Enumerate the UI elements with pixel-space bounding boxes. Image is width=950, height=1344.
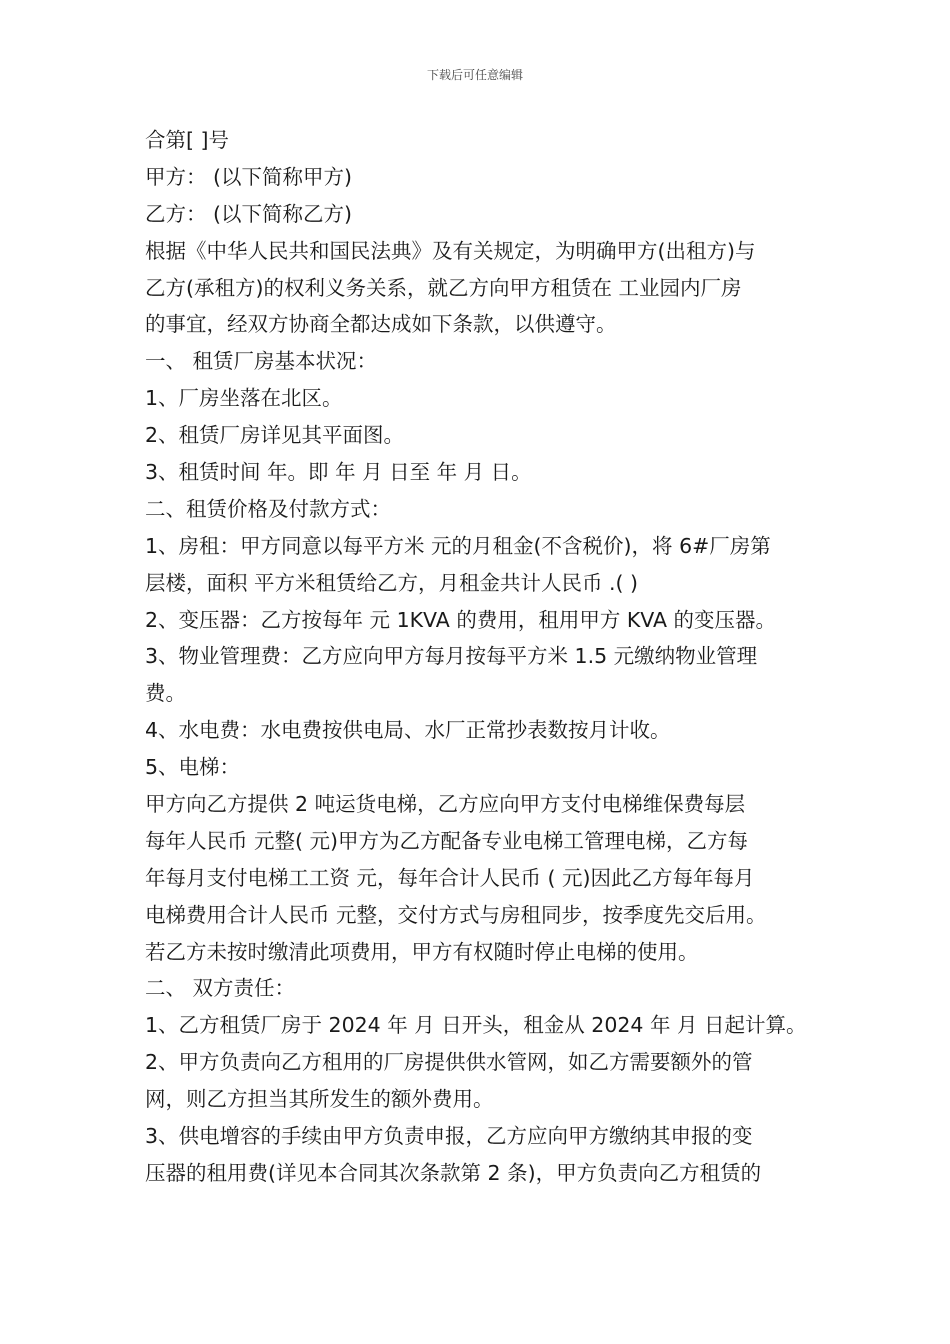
paragraph-line: 5、电梯： xyxy=(145,755,241,780)
section-heading: 一、 租赁厂房基本状况： xyxy=(145,349,378,374)
paragraph-line: 2、甲方负责向乙方租用的厂房提供供水管网，如乙方需要额外的管 xyxy=(145,1050,753,1075)
page-header-note: 下载后可任意编辑 xyxy=(426,68,523,82)
paragraph-line: 1、乙方租赁厂房于 2024 年 月 日开头，租金从 2024 年 月 日起计算。 xyxy=(145,1013,807,1038)
party-a-line: 甲方： (以下简称甲方) xyxy=(145,164,353,189)
paragraph-line: 的事宜，经双方协商全都达成如下条款，以供遵守。 xyxy=(145,312,617,337)
paragraph-line: 3、供电增容的手续由甲方负责申报，乙方应向甲方缴纳其申报的变 xyxy=(145,1124,753,1149)
paragraph-line: 若乙方未按时缴清此项费用，甲方有权随时停止电梯的使用。 xyxy=(145,939,699,964)
paragraph-line: 3、租赁时间 年。即 年 月 日至 年 月 日。 xyxy=(145,460,532,485)
party-b-line: 乙方： (以下简称乙方) xyxy=(145,201,353,226)
paragraph-line: 电梯费用合计人民币 元整，交付方式与房租同步，按季度先交后用。 xyxy=(145,902,767,927)
contract-number-line: 合第[ ]号 xyxy=(145,128,230,152)
paragraph-line: 1、厂房坐落在北区。 xyxy=(145,386,343,411)
paragraph-line: 4、水电费：水电费按供电局、水厂正常抄表数按月计收。 xyxy=(145,718,671,743)
paragraph-line: 每年人民币 元整( 元)甲方为乙方配备专业电梯工管理电梯，乙方每 xyxy=(145,828,749,853)
paragraph-line: 网，则乙方担当其所发生的额外费用。 xyxy=(145,1087,494,1112)
paragraph-line: 乙方(承租方)的权利义务关系，就乙方向甲方租赁在 工业园内厂房 xyxy=(145,275,742,300)
paragraph-line: 费。 xyxy=(145,681,186,706)
section-heading: 二、 双方责任： xyxy=(145,976,296,1001)
paragraph-line: 根据《中华人民共和国民法典》及有关规定，为明确甲方(出租方)与 xyxy=(145,238,756,263)
paragraph-line: 年每月支付电梯工工资 元，每年合计人民币 ( 元)因此乙方每年每月 xyxy=(145,865,755,890)
section-heading: 二、租赁价格及付款方式： xyxy=(145,496,391,521)
paragraph-line: 层楼，面积 平方米租赁给乙方，月租金共计人民币 .( ) xyxy=(145,570,639,595)
document-body xyxy=(145,122,835,1192)
paragraph-line: 2、租赁厂房详见其平面图。 xyxy=(145,423,405,448)
paragraph-line: 2、变压器：乙方按每年 元 1KVA 的费用，租用甲方 KVA 的变压器。 xyxy=(145,607,777,632)
paragraph-line: 甲方向乙方提供 2 吨运货电梯，乙方应向甲方支付电梯维保费每层 xyxy=(145,792,746,817)
paragraph-line: 1、房租：甲方同意以每平方米 元的月租金(不含税价)，将 6#厂房第 xyxy=(145,533,771,558)
paragraph-line: 压器的租用费(详见本合同其次条款第 2 条)，甲方负责向乙方租赁的 xyxy=(145,1160,762,1185)
paragraph-line: 3、物业管理费：乙方应向甲方每月按每平方米 1.5 元缴纳物业管理 xyxy=(145,644,758,669)
